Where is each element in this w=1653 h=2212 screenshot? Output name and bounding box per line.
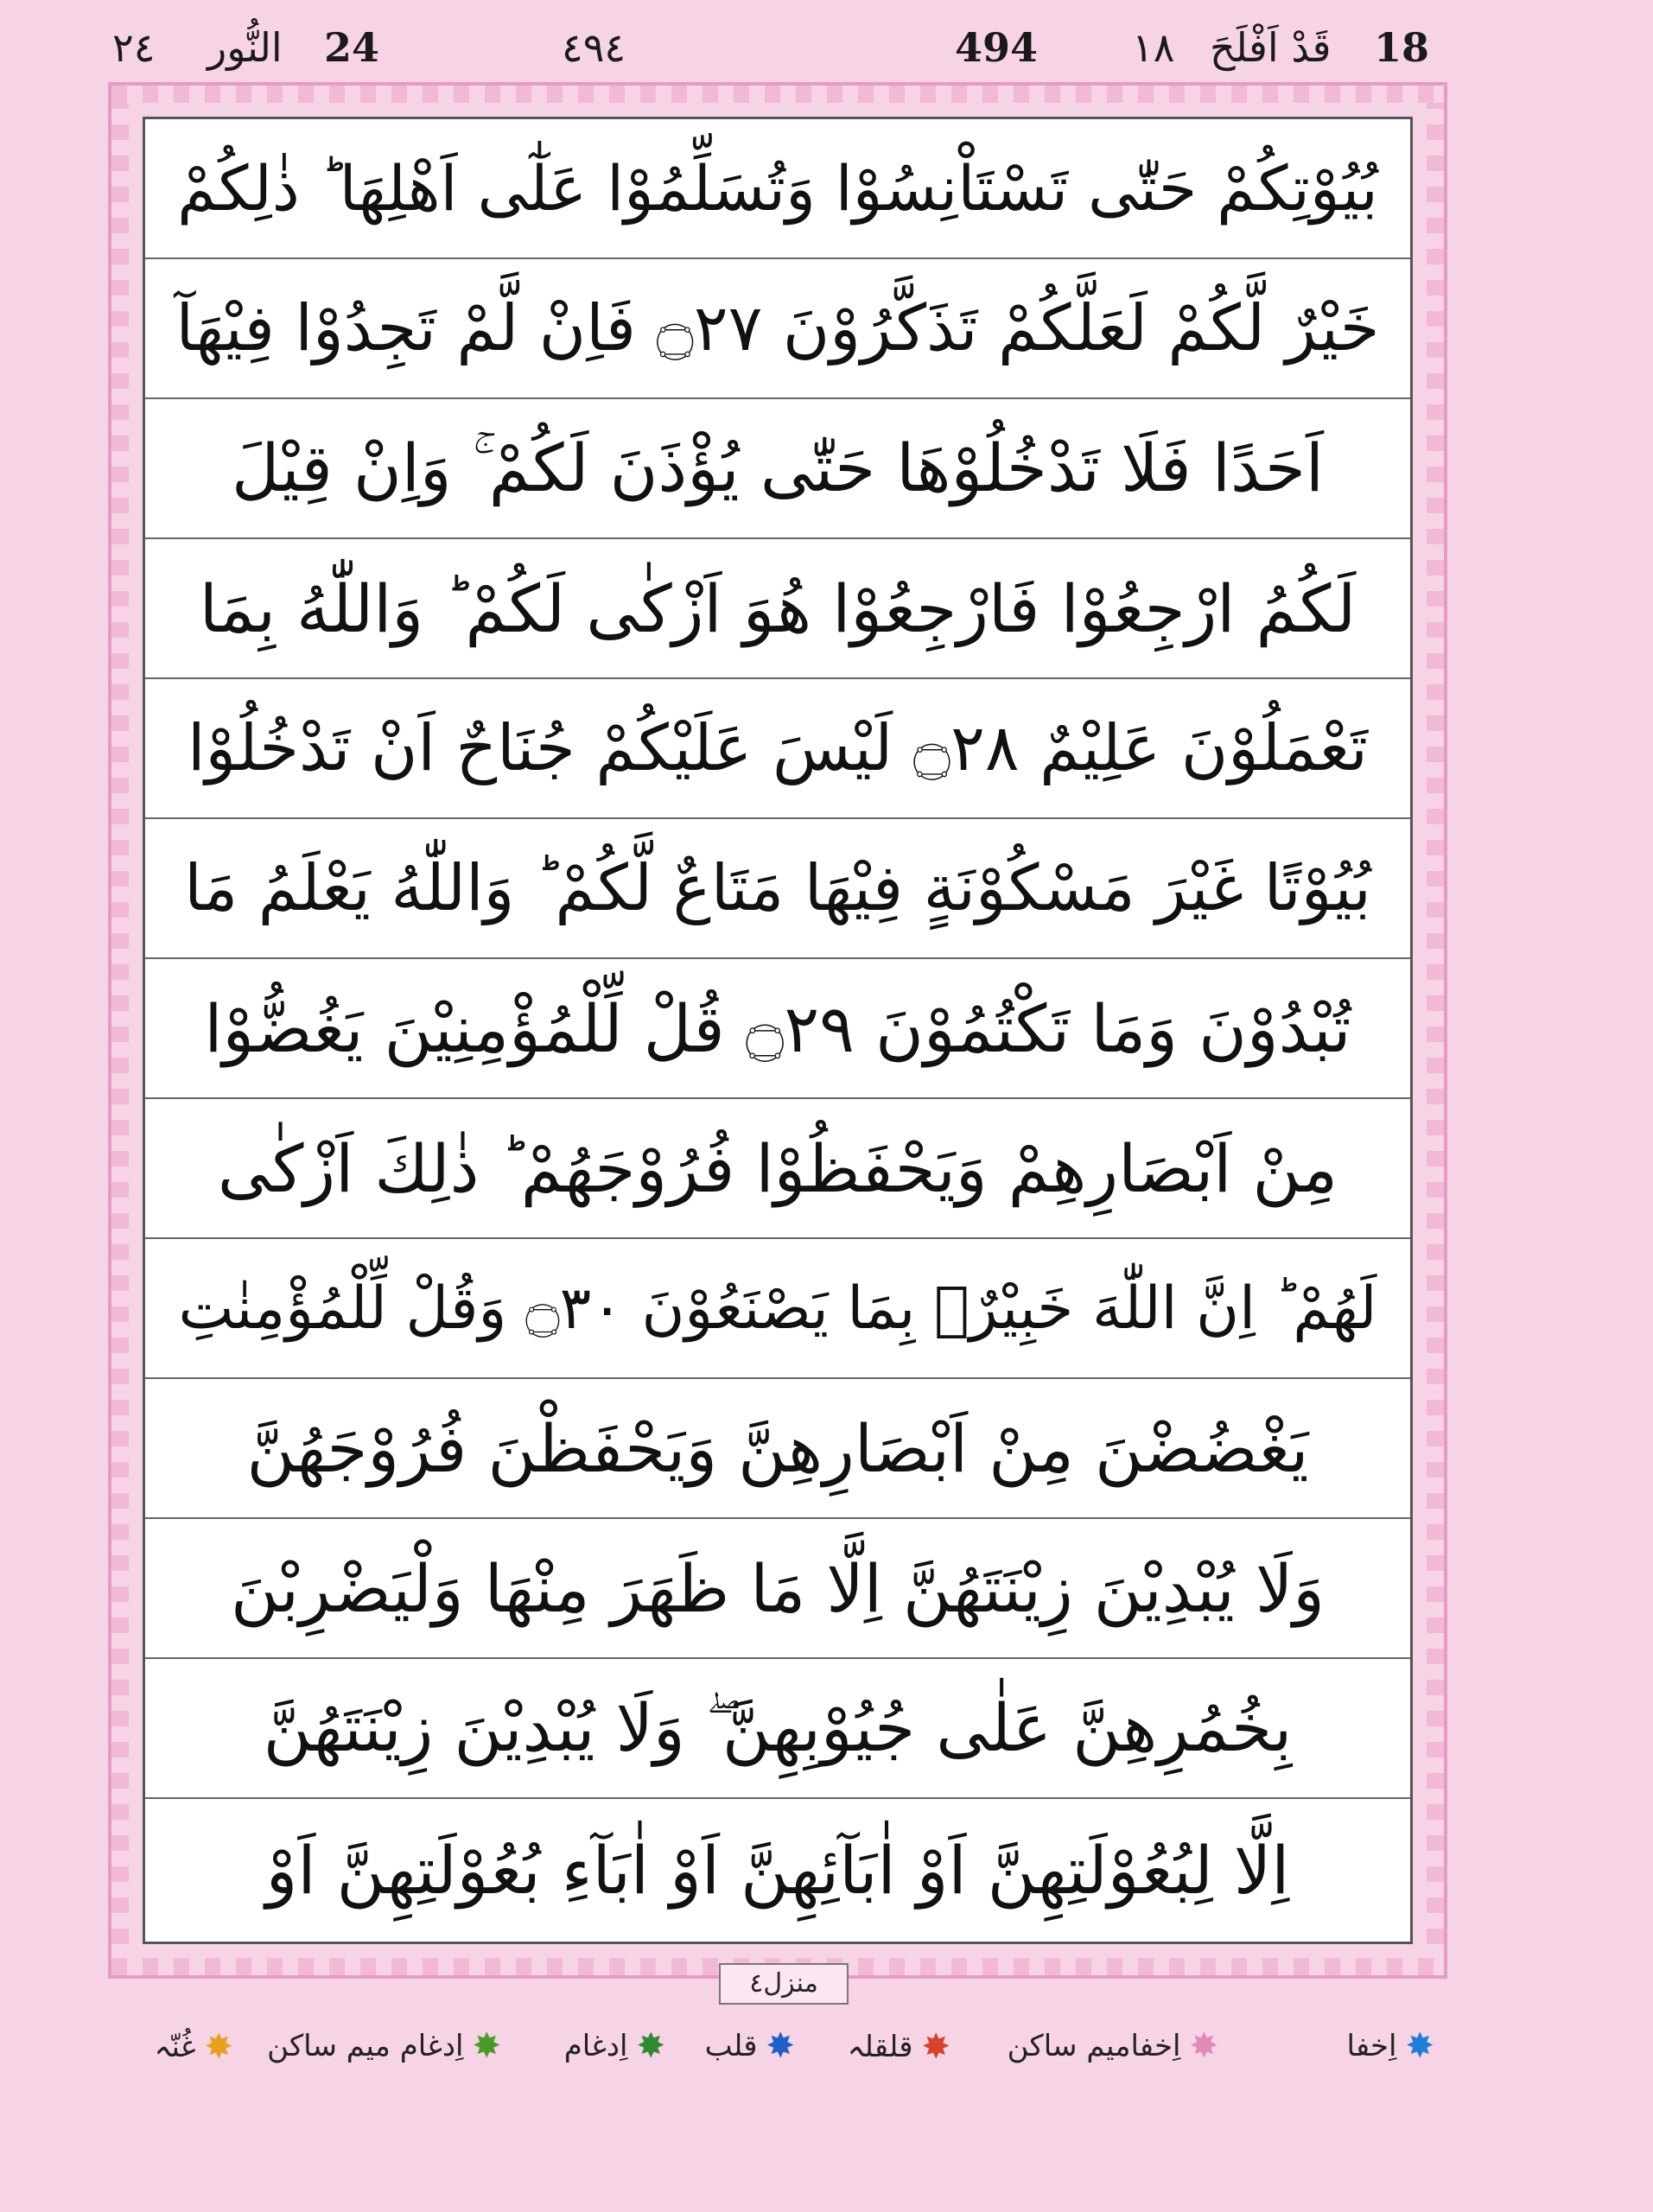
legend-item	[267, 2026, 501, 2066]
legend-item	[1346, 2026, 1434, 2066]
star-icon: ✸	[1189, 2026, 1218, 2066]
surah-number: 24	[324, 24, 380, 71]
legend-label: قلب	[704, 2029, 758, 2063]
para-number: 18	[1374, 24, 1430, 71]
verse-line-7	[145, 959, 1410, 1099]
verse-text: تَعْمَلُوْنَ عَلِيْمٌ ۝٢٨ لَيْسَ عَلَيْكُمْ جُنَاحٌ اَنْ تَدْخُلُوْا	[188, 711, 1368, 785]
star-icon: ✸	[921, 2026, 950, 2067]
tajweed-legend	[104, 2013, 1452, 2082]
verse-line-8	[145, 1099, 1410, 1239]
legend-item	[704, 2026, 795, 2066]
verse-line-13	[145, 1799, 1410, 1942]
verse-text: بِخُمُرِهِنَّ عَلٰى جُيُوْبِهِنَّ ۖ وَلَا يُبْدِيْنَ زِيْنَتَهُنَّ	[263, 1688, 1293, 1766]
verse-line-4	[145, 539, 1410, 679]
verse-text: اِلَّا لِبُعُوْلَتِهِنَّ اَوْ اٰبَآئِهِنَّ اَوْ اٰبَآءِ بُعُوْلَتِهِنَّ اَوْ	[265, 1832, 1290, 1909]
verse-text: لَكُمُ ارْجِعُوْا فَارْجِعُوْا هُوَ اَزْكٰى لَكُمْ ؕ وَاللّٰهُ بِمَا	[199, 569, 1357, 647]
star-icon: ✸	[472, 2026, 501, 2066]
verse-text: بُيُوْتِكُمْ حَتّٰى تَسْتَاْنِسُوْا وَتُسَلِّمُوْا عَلٰٓى اَهْلِهَا ؕ ذٰلِكُمْ	[177, 152, 1378, 225]
star-icon: ✸	[204, 2026, 233, 2067]
legend-label: اِخفا	[1346, 2029, 1397, 2063]
page-number-arabic: ٤٩٤	[562, 24, 626, 71]
verse-line-5	[145, 679, 1410, 819]
legend-label: اِدغام	[563, 2029, 628, 2063]
verse-line-2	[145, 259, 1410, 399]
verse-text: خَيْرٌ لَّكُمْ لَعَلَّكُمْ تَذَكَّرُوْنَ ۝٢٧ فَاِنْ لَّمْ تَجِدُوْا فِيْهَآ	[175, 291, 1380, 365]
star-icon: ✸	[766, 2026, 795, 2066]
surah-name: النُّور	[207, 24, 283, 71]
legend-item	[563, 2026, 665, 2066]
verse-text: يَغْضُضْنَ مِنْ اَبْصَارِهِنَّ وَيَحْفَظْنَ فُرُوْجَهُنَّ	[246, 1409, 1309, 1487]
legend-item	[847, 2026, 950, 2067]
verse-line-10	[145, 1379, 1410, 1519]
verse-line-12	[145, 1659, 1410, 1799]
verse-text: لَهُمْ ؕ اِنَّ اللّٰهَ خَبِيْرٌۢ بِمَا يَصْنَعُوْنَ ۝٣٠ وَقُلْ لِّلْمُؤْمِنٰتِ	[178, 1274, 1377, 1343]
verse-text: مِنْ اَبْصَارِهِمْ وَيَحْفَظُوْا فُرُوْجَهُمْ ؕ ذٰلِكَ اَزْكٰى	[217, 1129, 1338, 1207]
para-number-arabic: ١٨	[1132, 24, 1175, 71]
legend-item	[154, 2026, 233, 2067]
legend-label: قلقلہ	[847, 2030, 913, 2064]
verse-line-11	[145, 1519, 1410, 1659]
legend-label: اِدغام میم ساکن	[267, 2029, 464, 2063]
page-header	[0, 0, 1653, 95]
legend-label: غُنّہ	[154, 2030, 196, 2064]
para-name: قَدْ اَفْلَحَ	[1210, 24, 1332, 71]
star-icon: ✸	[636, 2026, 665, 2066]
verse-text: وَلَا يُبْدِيْنَ زِيْنَتَهُنَّ اِلَّا مَا ظَهَرَ مِنْهَا وَلْيَضْرِبْنَ	[231, 1549, 1325, 1627]
legend-item	[1007, 2026, 1218, 2066]
verse-text: تُبْدُوْنَ وَمَا تَكْتُمُوْنَ ۝٢٩ قُلْ لِّلْمُؤْمِنِيْنَ يَغُضُّوْا	[204, 989, 1351, 1067]
star-icon: ✸	[1405, 2026, 1434, 2066]
verse-line-3	[145, 399, 1410, 539]
manzil-label: منزل٤	[719, 1963, 849, 2005]
verse-line-1	[145, 119, 1410, 259]
verse-text: اَحَدًا فَلَا تَدْخُلُوْهَا حَتّٰى يُؤْذَنَ لَكُمْ ۚ وَاِنْ قِيْلَ	[231, 429, 1325, 506]
verse-line-6	[145, 819, 1410, 959]
verse-line-9	[145, 1239, 1410, 1379]
surah-number-arabic: ٢٤	[112, 24, 156, 71]
page-number: 494	[955, 24, 1039, 71]
verse-text: بُيُوْتًا غَيْرَ مَسْكُوْنَةٍ فِيْهَا مَتَاعٌ لَّكُمْ ؕ وَاللّٰهُ يَعْلَمُ مَا	[184, 851, 1371, 925]
legend-label: اِخفامیم ساکن	[1007, 2029, 1181, 2063]
quran-text-panel	[143, 117, 1413, 1944]
